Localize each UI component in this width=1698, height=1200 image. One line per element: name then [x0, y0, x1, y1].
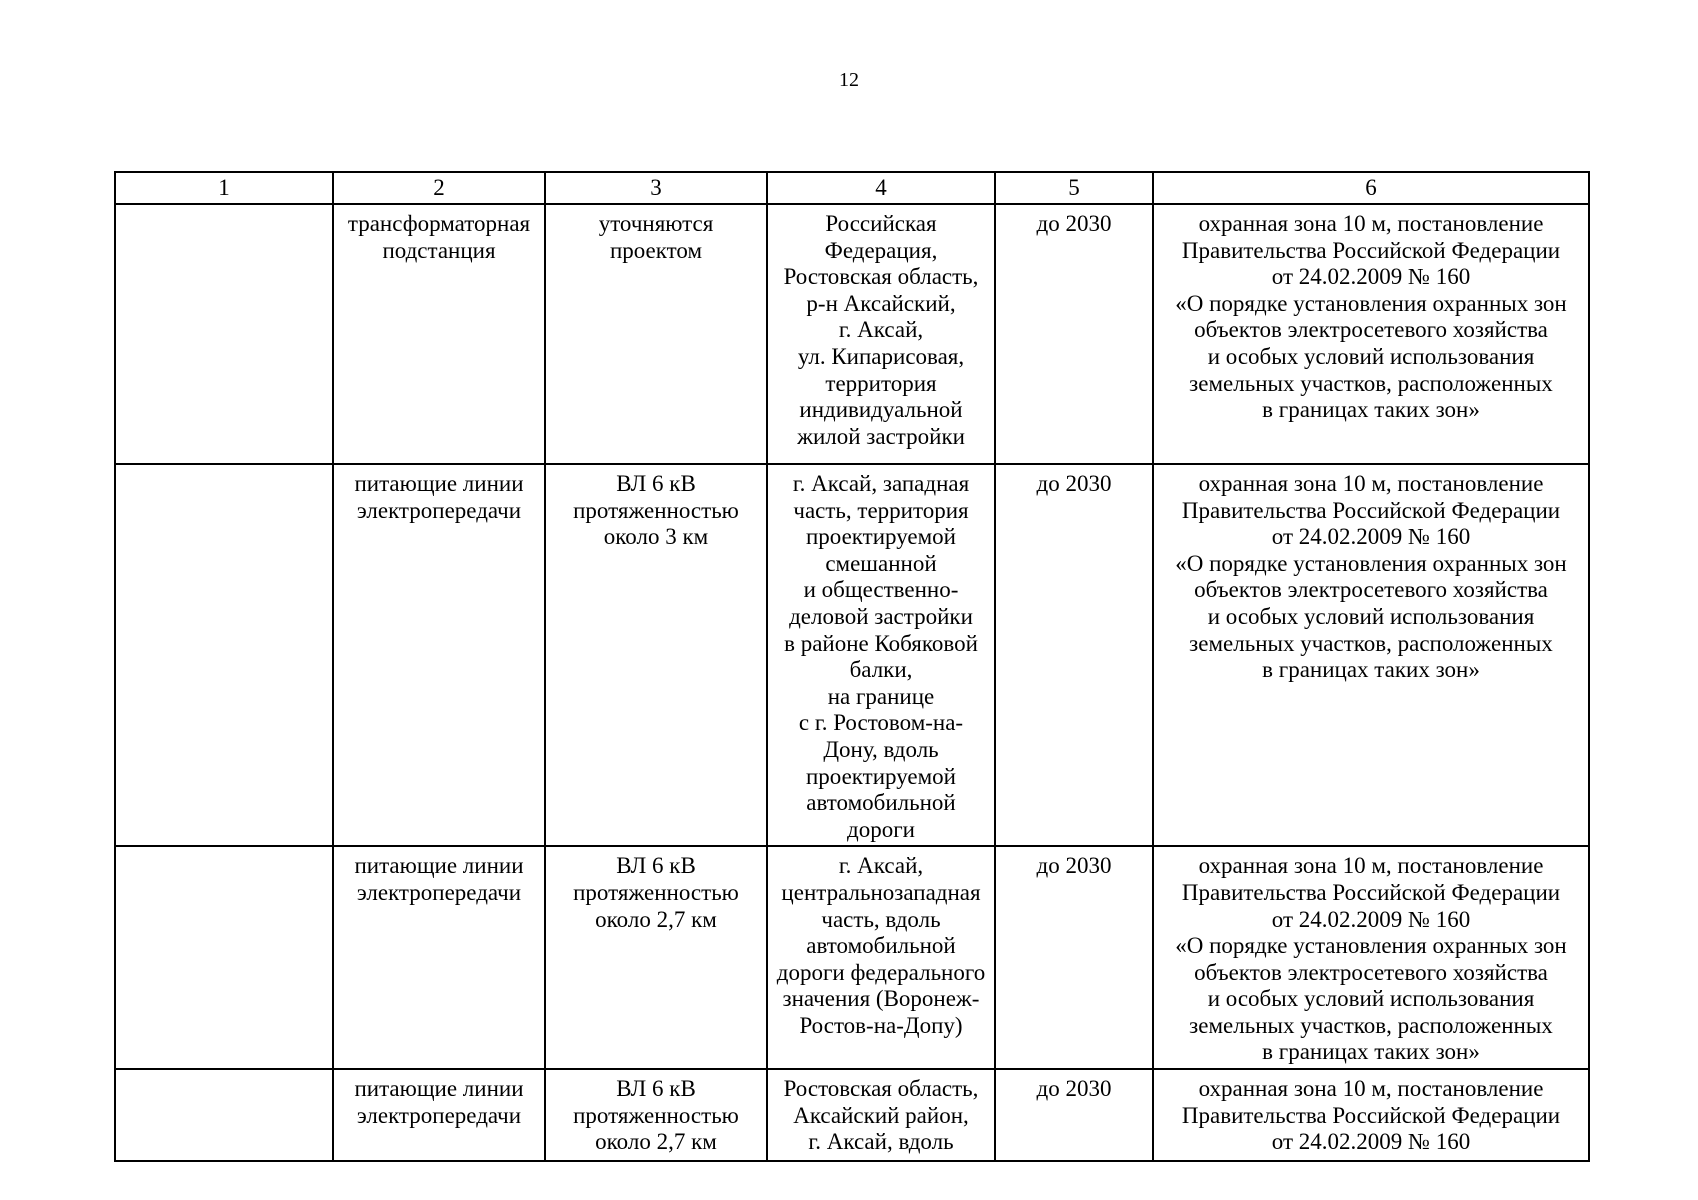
- column-header: 5: [995, 172, 1153, 204]
- column-header: 6: [1153, 172, 1589, 204]
- table-row: [115, 204, 1589, 464]
- document-table: [114, 171, 1590, 1162]
- table-cell: Ростовская область, Аксайский район, г. Аксай, вдоль: [767, 1069, 995, 1161]
- table-cell: г. Аксай, западная часть, территория проектируемой смешанной и общественно- деловой застройки в районе Кобяковой балки, на границе с г. Ростовом-на- Дону, вдоль проектируемой автомобильной дороги: [767, 464, 995, 846]
- table-cell: охранная зона 10 м, постановление Правительства Российской Федерации от 24.02.2009 № 160: [1153, 1069, 1589, 1161]
- table-header-row: [115, 172, 1589, 204]
- table-cell: [115, 846, 333, 1069]
- column-header: 3: [545, 172, 767, 204]
- table-cell: [115, 464, 333, 846]
- table-row: [115, 464, 1589, 846]
- table-cell: г. Аксай, центральнозападная часть, вдоль автомобильной дороги федерального значения (Воронеж- Ростов-на-Допу): [767, 846, 995, 1069]
- table-cell: трансформаторная подстанция: [333, 204, 545, 464]
- table-row: [115, 846, 1589, 1069]
- table-cell: охранная зона 10 м, постановление Правительства Российской Федерации от 24.02.2009 № 160 «О порядке установления охранных зон объектов электросетевого хозяйства и особых условий использования земельных участков, расположенных в границах таких зон»: [1153, 846, 1589, 1069]
- column-header: 4: [767, 172, 995, 204]
- table-row: [115, 1069, 1589, 1161]
- table-cell: ВЛ 6 кВ протяженностью около 2,7 км: [545, 846, 767, 1069]
- table-cell: уточняются проектом: [545, 204, 767, 464]
- table-cell: ВЛ 6 кВ протяженностью около 3 км: [545, 464, 767, 846]
- table-cell: до 2030: [995, 204, 1153, 464]
- table-cell: Российская Федерация, Ростовская область, р-н Аксайский, г. Аксай, ул. Кипарисовая, территория индивидуальной жилой застройки: [767, 204, 995, 464]
- table-cell: ВЛ 6 кВ протяженностью около 2,7 км: [545, 1069, 767, 1161]
- column-header: 2: [333, 172, 545, 204]
- table-cell: до 2030: [995, 1069, 1153, 1161]
- table-cell: до 2030: [995, 846, 1153, 1069]
- column-header: 1: [115, 172, 333, 204]
- table-cell: питающие линии электропередачи: [333, 464, 545, 846]
- table-cell: [115, 204, 333, 464]
- table-cell: охранная зона 10 м, постановление Правительства Российской Федерации от 24.02.2009 № 160 «О порядке установления охранных зон объектов электросетевого хозяйства и особых условий использования земельных участков, расположенных в границах таких зон»: [1153, 204, 1589, 464]
- table-cell: [115, 1069, 333, 1161]
- table-cell: питающие линии электропередачи: [333, 846, 545, 1069]
- table-cell: охранная зона 10 м, постановление Правительства Российской Федерации от 24.02.2009 № 160 «О порядке установления охранных зон объектов электросетевого хозяйства и особых условий использования земельных участков, расположенных в границах таких зон»: [1153, 464, 1589, 846]
- table-cell: питающие линии электропередачи: [333, 1069, 545, 1161]
- page-number: 12: [839, 69, 859, 91]
- table-cell: до 2030: [995, 464, 1153, 846]
